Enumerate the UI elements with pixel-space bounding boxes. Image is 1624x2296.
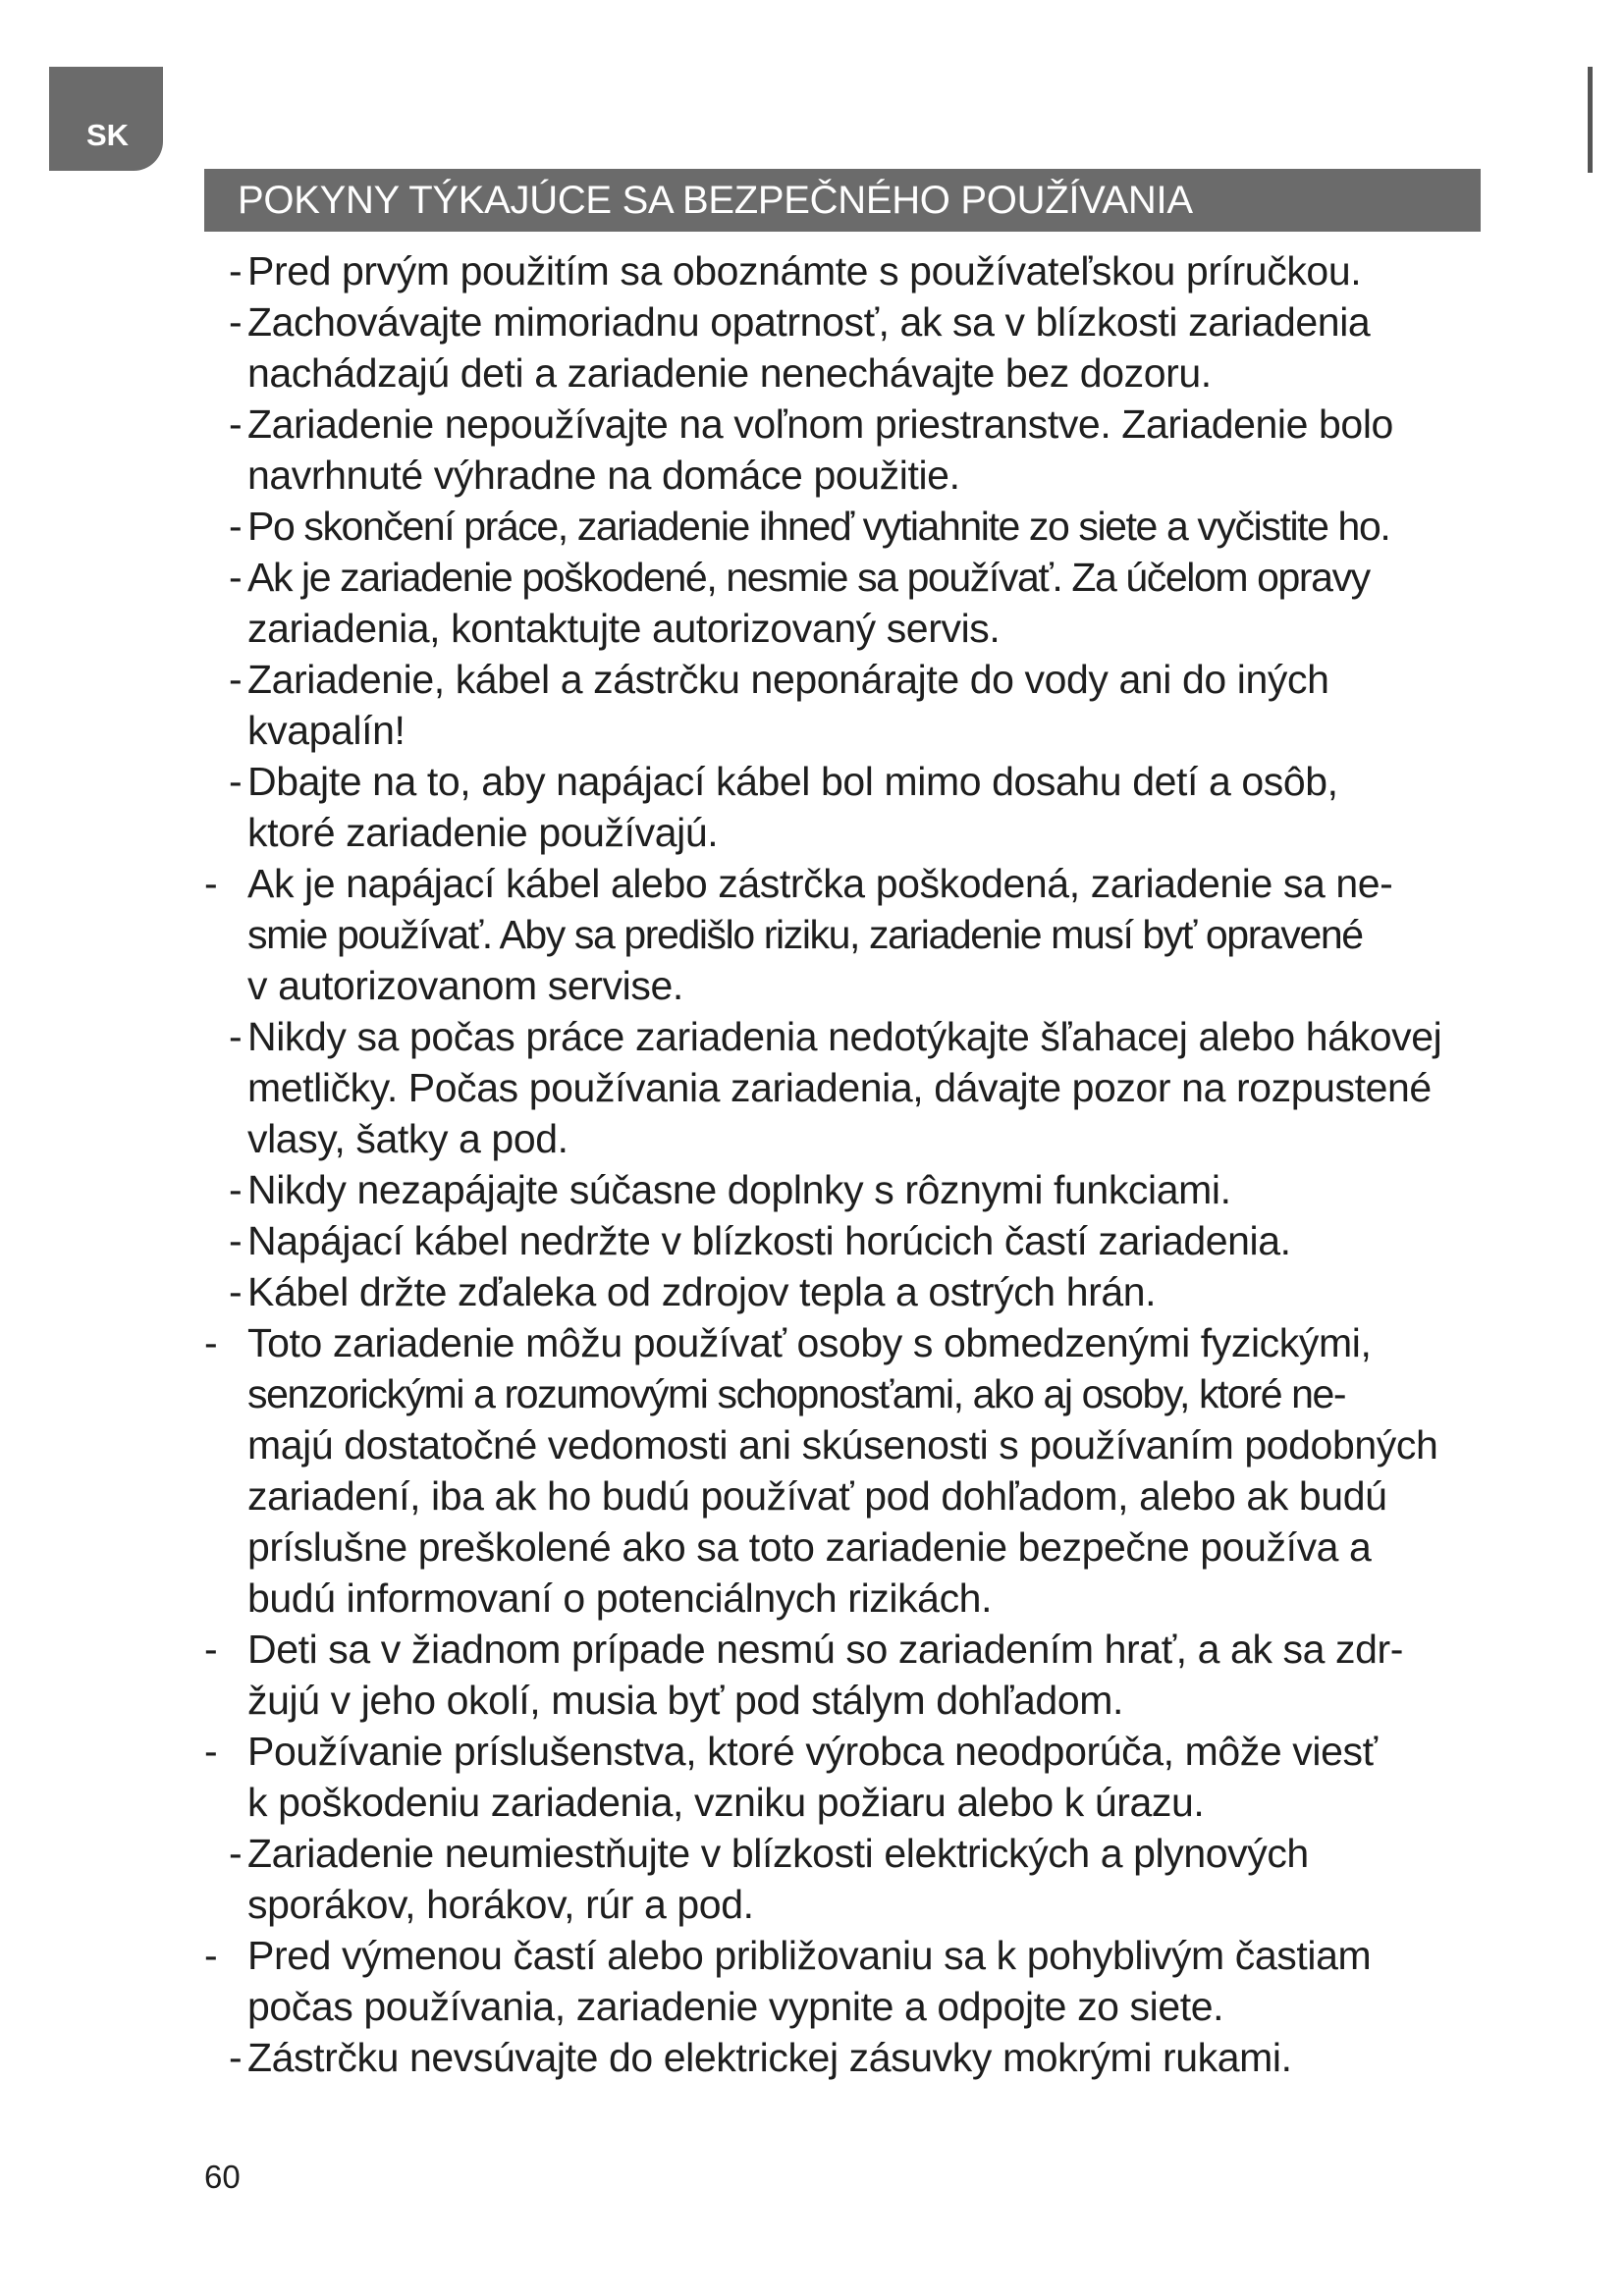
list-item-line: Pred výmenou častí alebo približovaniu sa k pohyblivým častiam <box>247 1933 1372 1978</box>
list-bullet: - <box>229 299 243 345</box>
list-bullet: - <box>229 401 243 447</box>
list-item-line: Deti sa v žiadnom prípade nesmú so zariadením hrať, a ak sa zdr- <box>247 1627 1404 1672</box>
list-item-line: navrhnuté výhradne na domáce použitie. <box>247 453 960 498</box>
list-item <box>0 501 1624 552</box>
list-bullet: - <box>204 1933 218 1978</box>
margin-rule <box>1588 67 1593 173</box>
list-bullet: - <box>204 1729 218 1774</box>
list-item <box>0 552 1624 654</box>
list-item <box>0 756 1624 858</box>
list-item <box>0 858 1624 1011</box>
list-item <box>0 1930 1624 2032</box>
list-item-line: nachádzajú deti a zariadenie nenechávajte bez dozoru. <box>247 350 1212 396</box>
list-item-line: Nikdy nezapájajte súčasne doplnky s rôznymi funkciami. <box>247 1167 1231 1212</box>
list-item-line: Zariadenie, kábel a zástrčku neponárajte do vody ani do iných <box>247 657 1329 702</box>
list-bullet: - <box>229 1269 243 1314</box>
list-item-line: príslušne preškolené ako sa toto zariadenie bezpečne používa a <box>247 1524 1372 1570</box>
list-item-line: metličky. Počas používania zariadenia, dávajte pozor na rozpustené <box>247 1065 1432 1110</box>
list-bullet: - <box>229 1831 243 1876</box>
list-item <box>0 1828 1624 1930</box>
list-item <box>0 1266 1624 1317</box>
list-item-line: v autorizovanom servise. <box>247 963 683 1008</box>
list-bullet: - <box>204 861 218 906</box>
list-item-line: Po skončení práce, zariadenie ihneď vytiahnite zo siete a vyčistite ho. <box>247 504 1390 549</box>
list-bullet: - <box>229 1218 243 1263</box>
list-item-line: k poškodeniu zariadenia, vzniku požiaru alebo k úrazu. <box>247 1780 1205 1825</box>
list-item-line: žujú v jeho okolí, musia byť pod stálym dohľadom. <box>247 1678 1123 1723</box>
list-bullet: - <box>229 1014 243 1059</box>
list-item-line: Napájací kábel nedržte v blízkosti horúcich častí zariadenia. <box>247 1218 1291 1263</box>
list-item <box>0 1215 1624 1266</box>
list-item-line: sporákov, horákov, rúr a pod. <box>247 1882 754 1927</box>
list-item-line: Kábel držte zďaleka od zdrojov tepla a ostrých hrán. <box>247 1269 1157 1314</box>
list-item-line: počas používania, zariadenie vypnite a odpojte zo siete. <box>247 1984 1224 2029</box>
section-title: POKYNY TÝKAJÚCE SA BEZPEČNÉHO POUŽÍVANIA <box>204 169 1481 232</box>
list-item <box>0 2032 1624 2083</box>
list-item-line: Ak je zariadenie poškodené, nesmie sa používať. Za účelom opravy <box>247 555 1370 600</box>
list-item-line: Dbajte na to, aby napájací kábel bol mimo dosahu detí a osôb, <box>247 759 1338 804</box>
list-item <box>0 399 1624 501</box>
list-item <box>0 1164 1624 1215</box>
list-item-line: Zachovávajte mimoriadnu opatrnosť, ak sa v blízkosti zariadenia <box>247 299 1371 345</box>
list-item-line: Zástrčku nevsúvajte do elektrickej zásuvky mokrými rukami. <box>247 2035 1292 2080</box>
list-bullet: - <box>204 1320 218 1365</box>
list-bullet: - <box>204 1627 218 1672</box>
list-bullet: - <box>229 1167 243 1212</box>
list-item <box>0 1011 1624 1164</box>
list-item-line: Nikdy sa počas práce zariadenia nedotýkajte šľahacej alebo hákovej <box>247 1014 1442 1059</box>
list-item-line: senzorickými a rozumovými schopnosťami, ako aj osoby, ktoré ne- <box>247 1371 1346 1416</box>
safety-instructions-list <box>0 245 1624 2083</box>
language-tab: SK <box>49 67 163 171</box>
list-item <box>0 654 1624 756</box>
list-item-line: Zariadenie neumiestňujte v blízkosti elektrických a plynových <box>247 1831 1309 1876</box>
list-item-line: Pred prvým použitím sa oboznámte s používateľskou príručkou. <box>247 248 1362 294</box>
list-item-line: Zariadenie nepoužívajte na voľnom priestranstve. Zariadenie bolo <box>247 401 1393 447</box>
list-item <box>0 1317 1624 1624</box>
list-item-line: zariadení, iba ak ho budú používať pod dohľadom, alebo ak budú <box>247 1473 1387 1519</box>
list-item <box>0 296 1624 399</box>
list-item-line: Používanie príslušenstva, ktoré výrobca neodporúča, môže viesť <box>247 1729 1378 1774</box>
list-item-line: Toto zariadenie môžu používať osoby s obmedzenými fyzickými, <box>247 1320 1372 1365</box>
list-item <box>0 245 1624 296</box>
list-item <box>0 1624 1624 1726</box>
page-number: 60 <box>204 2159 241 2195</box>
list-bullet: - <box>229 248 243 294</box>
list-item-line: ktoré zariadenie používajú. <box>247 810 719 855</box>
list-item <box>0 1726 1624 1828</box>
list-item-line: budú informovaní o potenciálnych rizikách. <box>247 1575 993 1621</box>
list-bullet: - <box>229 555 243 600</box>
list-item-line: vlasy, šatky a pod. <box>247 1116 568 1161</box>
list-item-line: zariadenia, kontaktujte autorizovaný servis. <box>247 606 1001 651</box>
list-item-line: majú dostatočné vedomosti ani skúsenosti s používaním podobných <box>247 1422 1438 1468</box>
list-bullet: - <box>229 2035 243 2080</box>
list-bullet: - <box>229 657 243 702</box>
list-item-line: kvapalín! <box>247 708 406 753</box>
list-item-line: smie používať. Aby sa predišlo riziku, zariadenie musí byť opravené <box>247 912 1363 957</box>
list-bullet: - <box>229 504 243 549</box>
list-item-line: Ak je napájací kábel alebo zástrčka poškodená, zariadenie sa ne- <box>247 861 1393 906</box>
list-bullet: - <box>229 759 243 804</box>
